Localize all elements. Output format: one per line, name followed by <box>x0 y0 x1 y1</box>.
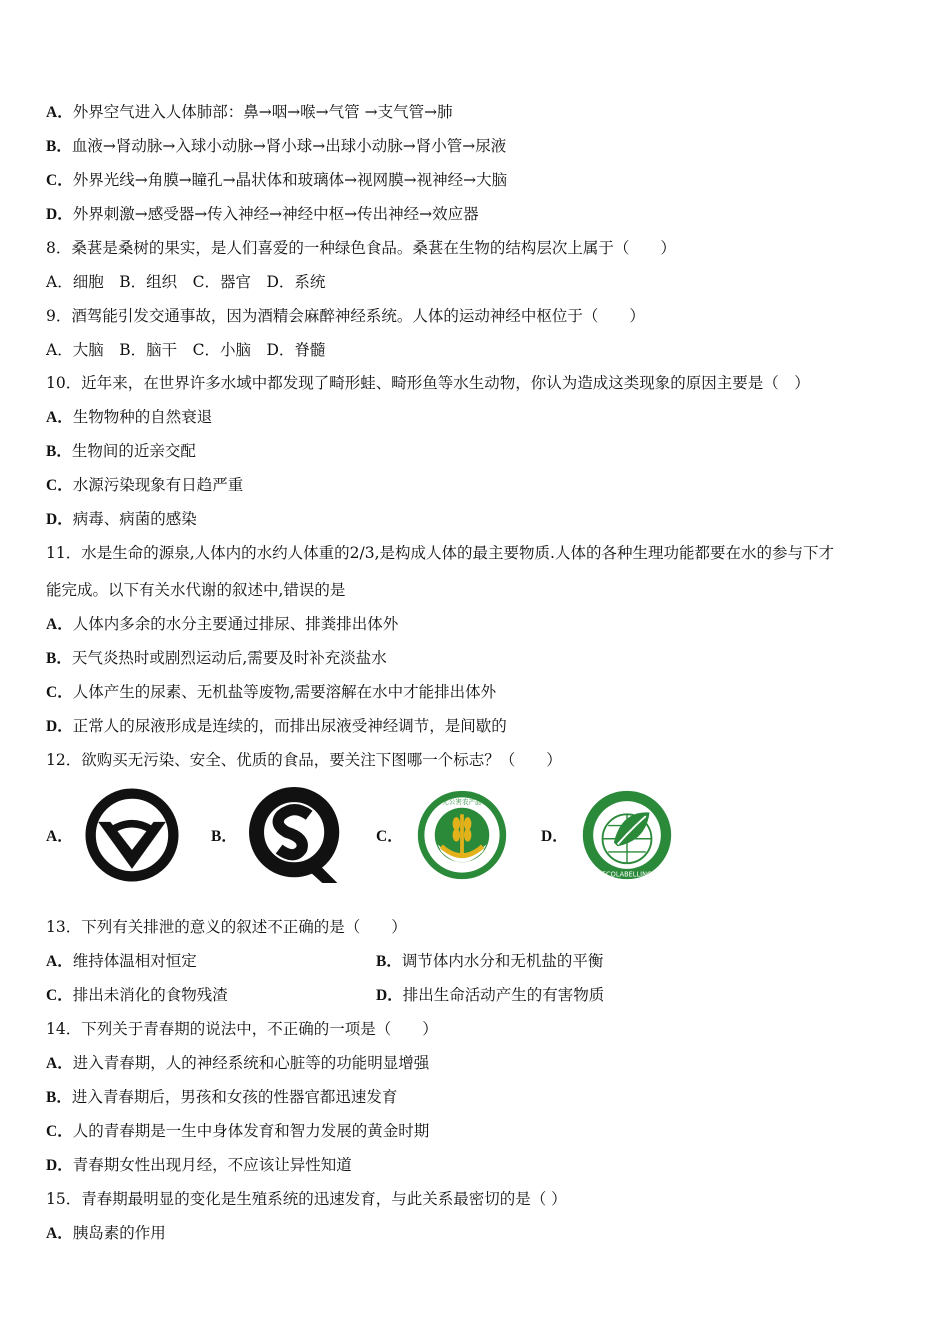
q9-options: A．大脑 B．脑干 C．小脑 D．脊髓 <box>46 341 326 359</box>
q13-option-a: A．维持体温相对恒定 <box>46 952 197 970</box>
q10-option-c: C．水源污染现象有日趋严重 <box>46 476 244 494</box>
q10-option-b: B．生物间的近亲交配 <box>46 442 196 460</box>
q12-logo-options <box>46 785 686 885</box>
q12-option-c: C． 无公害农产品 <box>376 785 509 885</box>
q9-stem: 9．酒驾能引发交通事故，因为酒精会麻醉神经系统。人体的运动神经中枢位于（ ） <box>46 307 645 325</box>
q13-option-d: D．排出生命活动产生的有害物质 <box>376 986 605 1004</box>
q11-option-a: A．人体内多余的水分主要通过排尿、排粪排出体外 <box>46 615 399 633</box>
q11-option-b: B．天气炎热时或剧烈运动后,需要及时补充淡盐水 <box>46 649 387 667</box>
q12-option-a: A． <box>46 785 179 885</box>
q12-option-d: D． ECOLABELLING <box>541 785 674 885</box>
q11-option-c: C．人体产生的尿素、无机盐等废物,需要溶解在水中才能排出体外 <box>46 683 497 701</box>
q13-option-b: B．调节体内水分和无机盐的平衡 <box>376 952 604 970</box>
q10-option-a: A．生物物种的自然衰退 <box>46 408 213 426</box>
d-logo-text: ECOLABELLING <box>601 870 652 879</box>
q14-option-b: B．进入青春期后，男孩和女孩的性器官都迅速发育 <box>46 1088 398 1106</box>
q15-option-a: A．胰岛素的作用 <box>46 1224 166 1242</box>
q8-stem: 8．桑葚是桑树的果实，是人们喜爱的一种绿色食品。桑葚在生物的结构层次上属于（ ） <box>46 239 676 257</box>
q13-option-c: C．排出未消化的食物残渣 <box>46 986 228 1004</box>
s-mark-logo-icon <box>249 785 343 885</box>
q13-stem: 13．下列有关排泄的意义的叙述不正确的是（ ） <box>46 918 407 936</box>
q11-stem-line1: 11．水是生命的源泉,人体内的水约人体重的2/3,是构成人体的最主要物质.人体的各种生理功能都要在水的参与下才 <box>46 544 834 562</box>
eco-labelling-logo-icon <box>580 788 674 882</box>
q11-stem-line2: 能完成。以下有关水代谢的叙述中,错误的是 <box>46 581 346 599</box>
q14-stem: 14．下列关于青春期的说法中，不正确的一项是（ ） <box>46 1020 438 1038</box>
q14-option-a: A．进入青春期，人的神经系统和心脏等的功能明显增强 <box>46 1054 430 1072</box>
q15-stem: 15．青春期最明显的变化是生殖系统的迅速发育，与此关系最密切的是（ ） <box>46 1190 567 1208</box>
q7-option-d: D．外界刺激→感受器→传入神经→神经中枢→传出神经→效应器 <box>46 205 479 223</box>
c-logo-text: 无公害农产品 <box>441 797 482 806</box>
q10-option-d: D．病毒、病菌的感染 <box>46 510 197 528</box>
q10-stem: 10．近年来，在世界许多水域中都发现了畸形蛙、畸形鱼等水生动物，你认为造成这类现象的原因主要是（ ） <box>46 374 810 392</box>
q7-option-a: A．外界空气进入人体肺部：鼻→咽→喉→气管 →支气管→肺 <box>46 103 453 121</box>
q8-options: A．细胞 B．组织 C．器官 D．系统 <box>46 273 326 291</box>
q11-option-d: D．正常人的尿液形成是连续的，而排出尿液受神经调节，是间歇的 <box>46 717 507 735</box>
q12-stem: 12．欲购买无污染、安全、优质的食品，要关注下图哪一个标志？（ ） <box>46 751 562 769</box>
pollution-free-product-logo-icon <box>415 788 509 882</box>
q14-option-d: D．青春期女性出现月经，不应该让异性知道 <box>46 1156 352 1174</box>
q12-option-b: B． <box>211 785 343 885</box>
v-mark-logo-icon <box>85 788 179 882</box>
q7-option-c: C．外界光线→角膜→瞳孔→晶状体和玻璃体→视网膜→视神经→大脑 <box>46 171 508 189</box>
q14-option-c: C．人的青春期是一生中身体发育和智力发展的黄金时期 <box>46 1122 430 1140</box>
q7-option-b: B．血液→肾动脉→入球小动脉→肾小球→出球小动脉→肾小管→尿液 <box>46 137 507 155</box>
